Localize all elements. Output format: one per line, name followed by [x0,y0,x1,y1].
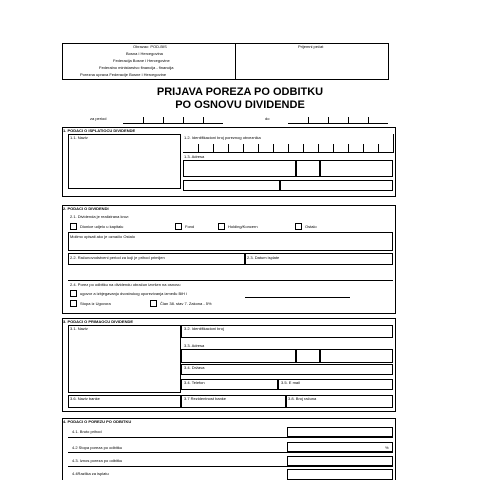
tax-rate-label: 4.2 Stopa poreza po odbitku [72,445,123,450]
realized-through-label: 2.1. Dividenda je realizirana kroz: [70,214,130,219]
accounting-period-combs [68,265,393,281]
recipient-id-label: 3.2. Identifikacioni broj [184,326,224,331]
payer-id-field[interactable] [183,134,394,153]
header-divider [235,43,236,80]
header-line-2: Federacija Bosne i Hercegovine [113,58,170,63]
gross-income-label: 4.1. Bruto prihod [72,429,102,434]
gross-income-line [68,437,393,438]
form-title-line-1: PRIJAVA POREZA PO ODBITKU [156,86,324,98]
fund-checkbox[interactable] [175,223,182,230]
holding-checkbox[interactable] [218,223,225,230]
recipient-state-label: 3.4. Država [184,365,205,370]
period-from-field[interactable] [123,114,223,124]
payout-difference-field[interactable] [287,469,393,480]
section-2-heading: 2. PODACI O DIVIDENDI [63,206,109,211]
tax-basis-note: 2.4. Porez po odbitku na dividendu obračun izvršen na osnovu [70,282,181,287]
percent-sign: % [385,445,389,450]
payer-number-field[interactable] [296,160,320,177]
treaty-country-line[interactable] [245,297,350,298]
law-article-checkbox[interactable] [150,300,157,307]
other-label: Ostalo [305,224,317,229]
recipient-name-field[interactable] [68,325,181,393]
shares-label: Dionice udjelo u kapitalu [80,224,124,229]
tax-rate-line [68,452,393,453]
recipient-state-field[interactable] [181,364,393,375]
payout-difference-label: 4.4Razlika za isplatu [72,471,109,476]
section-1-heading: 1. PODACI O ISPLATIOCU DIVIDENDE [63,128,136,133]
bank-name-label: 3.6. Naziv banke [70,396,100,401]
other-description-label: Molimo opisati ako je označio Ostalo [70,234,135,239]
holding-label: Holding/Koncern [228,224,258,229]
account-number-label: 3.8. Broj računa [288,396,317,401]
period-to-label: do [265,116,270,121]
accounting-period-label: 2.2. Računovodstveni period za koji je prihod primljen [70,255,165,260]
payer-municipality-field[interactable] [320,160,393,177]
treaty-rate-label: Stopa iz Ugovora [80,301,111,306]
recipient-municipality-field[interactable] [320,349,393,363]
header-line-3: Federalno ministarstvo financija - financija [99,65,174,70]
form-title-line-2: PO OSNOVU DIVIDENDE [175,99,305,111]
payer-phone-field[interactable] [183,180,280,191]
tax-amount-label: 4.3. Iznos poreza po odbitku [72,458,123,463]
recipient-address-label: 3.3. Adresa [184,343,205,348]
period-label: za period [90,116,107,121]
payer-street-field[interactable] [183,160,296,177]
recipient-email-label: 3.5. E mail [281,380,300,385]
treaty-label: ugovor a izbjegavanju dvostrukog oporezivanja između BiH i [80,291,187,296]
payer-email-field[interactable] [280,180,393,191]
payer-name-field[interactable] [68,134,181,189]
other-checkbox[interactable] [295,223,302,230]
recipient-number-field[interactable] [296,349,320,363]
payer-name-label: 1.1. Naziv [70,135,88,140]
shares-checkbox[interactable] [70,223,77,230]
tax-amount-field[interactable] [287,456,393,466]
treaty-rate-checkbox[interactable] [70,300,77,307]
recipient-street-field[interactable] [181,349,296,363]
fund-label: Fond [185,224,195,229]
payer-address-label: 1.3. Adresa [184,154,205,159]
payer-id-label: 1.2. Identifikacioni broj poreznog obveznika [184,135,261,140]
period-to-field[interactable] [288,114,388,124]
header-line-1: Bosna i Hercegovina [126,51,163,56]
recipient-phone-label: 3.4. Telefon [184,380,205,385]
law-article-label: Član 38. stav 7. Zakona - 5% [160,301,212,306]
received-stamp-label: Prijemni pečat [298,44,324,49]
recipient-name-label: 3.1. Naziv [70,326,88,331]
header-line-4: Porezna uprava Federacije Bosne i Hercegovine [80,72,167,77]
gross-income-field[interactable] [287,427,393,437]
form-number: Obrazac: POD-BIS [133,44,167,49]
payment-date-label: 2.3. Datum isplate [247,255,280,260]
tax-rate-field[interactable] [287,442,393,452]
section-4-heading: 4. PODACI O POREZU PO ODBITKU [63,419,132,424]
bank-residency-label: 3.7 Rezidentnost banke [184,396,227,401]
section-3-heading: 3. PODACI O PRIMAOCU DIVIDENDE [63,319,134,324]
treaty-checkbox[interactable] [70,290,77,297]
tax-amount-line [68,466,393,467]
